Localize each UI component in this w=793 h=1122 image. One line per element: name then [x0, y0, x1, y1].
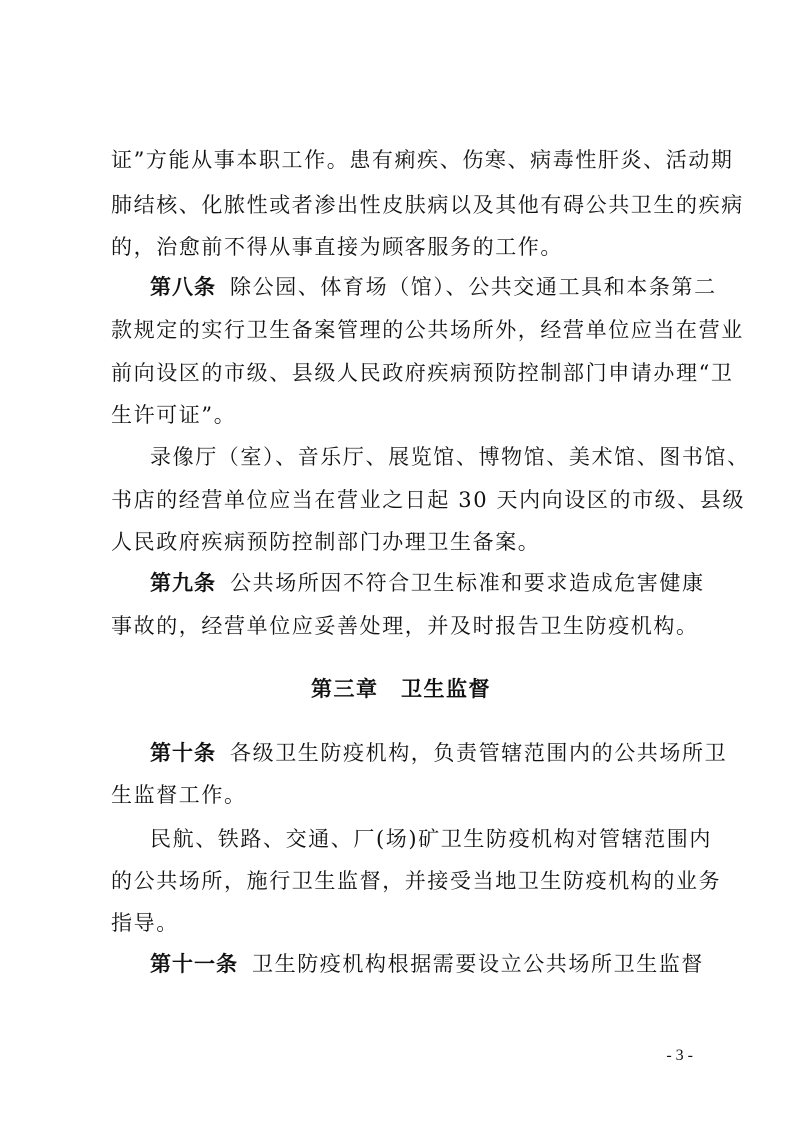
line-text: 民航、铁路、交通、厂(场)矿卫生防疫机构对管辖范围内: [150, 827, 712, 851]
page-number: - 3 -: [666, 1047, 693, 1064]
article-heading: 第八条: [150, 275, 216, 299]
line-text: 的，治愈前不得从事直接为顾客服务的工作。: [111, 235, 563, 259]
line-text: 的公共场所，施行卫生监督，并接受当地卫生防疫机构的业务: [111, 869, 722, 893]
body-line: [150, 827, 712, 851]
article-line: [150, 571, 705, 595]
line-text: 除公园、体育场（馆）、公共交通工具和本条第二: [230, 275, 717, 299]
line-text: 事故的，经营单位应妥善处理，并及时报告卫生防疫机构。: [111, 614, 699, 638]
article-heading: 第十条: [150, 741, 216, 765]
body-line: [111, 488, 746, 512]
article-heading: 第十一条: [150, 952, 238, 976]
body-line: [150, 445, 750, 469]
line-text: 肺结核、化脓性或者渗出性皮肤病以及其他有碍公共卫生的疾病: [111, 193, 744, 217]
line-text: 公共场所因不符合卫生标准和要求造成危害健康: [230, 571, 705, 595]
article-line: [150, 741, 728, 765]
line-text: 各级卫生防疫机构，负责管辖范围内的公共场所卫: [230, 741, 728, 765]
body-line: [111, 193, 744, 217]
line-text: 指导。: [111, 911, 179, 935]
body-line: [111, 614, 699, 638]
line-text: 书店的经营单位应当在营业之日起 30 天内向设区的市级、县级: [111, 488, 746, 512]
line-text: 前向设区的市级、县级人民政府疾病预防控制部门申请办理“卫: [111, 361, 734, 385]
line-text: 生监督工作。: [111, 783, 247, 807]
body-line: [111, 318, 744, 342]
body-line: [111, 148, 734, 172]
line-text: 证”方能从事本职工作。患有痢疾、伤寒、病毒性肝炎、活动期: [111, 148, 734, 172]
line-text: 卫生防疫机构根据需要设立公共场所卫生监督: [252, 952, 704, 976]
body-line: [111, 869, 722, 893]
chapter-title: 第三章 卫生监督: [311, 677, 491, 701]
body-line: [111, 785, 691, 806]
line-text: 生许可证”。: [111, 403, 237, 427]
article-line: [150, 275, 717, 299]
body-line: [111, 361, 734, 385]
body-line: [111, 237, 691, 258]
line-text: 人民政府疾病预防控制部门办理卫生备案。: [111, 530, 541, 554]
article-line: [150, 952, 704, 976]
body-line: [111, 532, 691, 553]
article-heading: 第九条: [150, 571, 216, 595]
body-line: [111, 405, 691, 426]
line-text: 录像厅（室）、音乐厅、展览馆、博物馆、美术馆、图书馆、: [150, 445, 750, 469]
body-line: [111, 913, 691, 934]
line-text: 款规定的实行卫生备案管理的公共场所外，经营单位应当在营业: [111, 318, 744, 342]
